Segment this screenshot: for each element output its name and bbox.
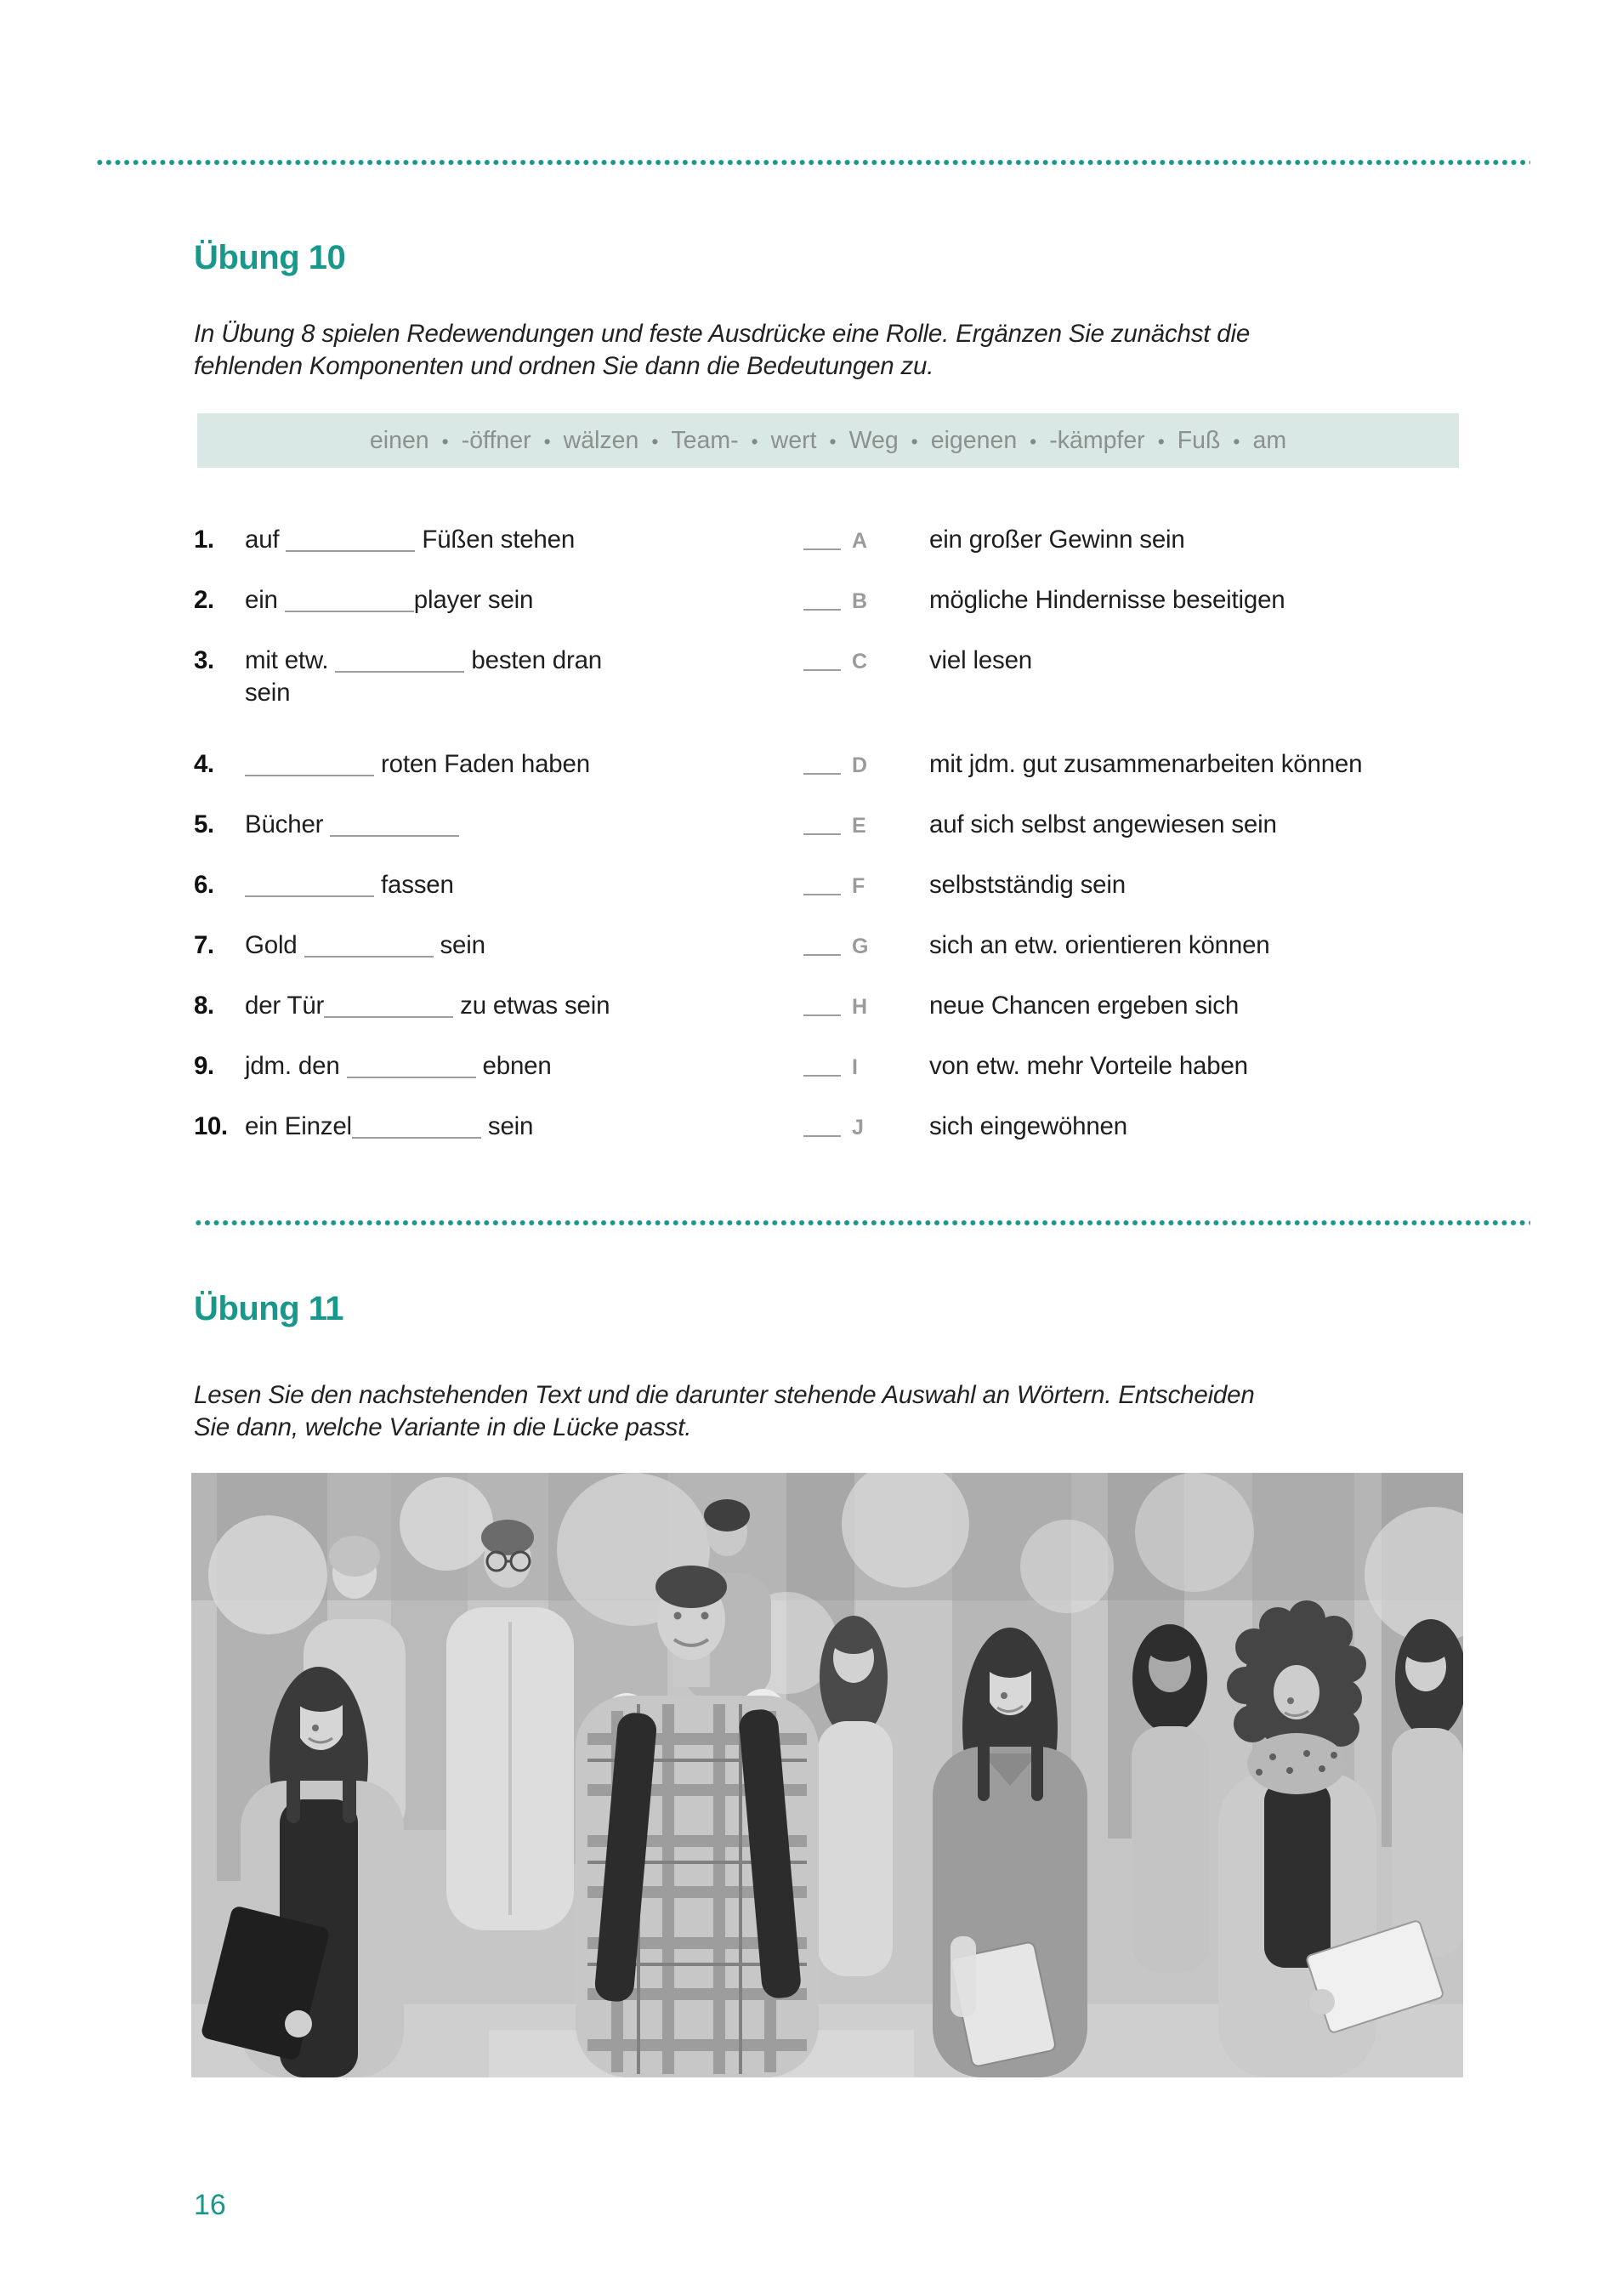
word-bank-word: eigenen	[930, 426, 1018, 454]
match-row-4	[194, 748, 1486, 781]
option-letter: F	[852, 874, 865, 898]
fill-in-blank	[330, 812, 459, 837]
bullet-separator: •	[651, 429, 659, 452]
word-bank	[197, 413, 1459, 468]
fill-in-blank	[285, 588, 414, 612]
match-row-9	[194, 1050, 1486, 1083]
answer-blank	[803, 1115, 841, 1137]
option-letter: E	[852, 814, 866, 838]
phrase-text: jdm. den	[245, 1052, 347, 1080]
person-back-woman	[1132, 1624, 1210, 1973]
item-number: 3.	[194, 646, 214, 674]
phrase-text: ein	[245, 586, 285, 614]
answer-blank	[803, 813, 841, 835]
answer-area	[803, 748, 899, 781]
option-letter: C	[852, 650, 868, 673]
answer-blank	[803, 588, 841, 611]
answer-area	[803, 645, 899, 678]
students-group-photo	[191, 1473, 1463, 2077]
fill-in-blank	[352, 1114, 481, 1139]
match-row-2	[194, 584, 1486, 617]
fill-in-blank	[324, 993, 453, 1018]
match-row-10	[194, 1111, 1486, 1144]
answer-area	[803, 1111, 899, 1144]
bullet-separator: •	[829, 429, 837, 452]
instruction-line: fehlenden Komponenten und ordnen Sie dann die Bedeutungen zu.	[194, 351, 934, 380]
option-text: ein großer Gewinn sein	[929, 526, 1185, 554]
match-row-6	[194, 869, 1486, 902]
phrase-text: zu etwas sein	[453, 992, 610, 1020]
item-phrase	[245, 1111, 803, 1143]
phrase-text: roten Faden haben	[374, 750, 590, 778]
fill-in-blank	[245, 752, 374, 776]
fill-in-blank	[286, 527, 415, 552]
word-bank-word: Fuß	[1177, 426, 1221, 454]
word-bank-word: wert	[770, 426, 817, 454]
phrase-text: sein	[480, 1112, 534, 1140]
bullet-separator: •	[441, 429, 449, 452]
item-phrase	[245, 809, 803, 841]
item-number: 1.	[194, 526, 214, 554]
instruction-line: In Übung 8 spielen Redewendungen und feste Ausdrücke eine Rolle. Ergänzen Sie zunächst die	[194, 319, 1251, 348]
item-phrase	[245, 869, 803, 901]
option-text: mögliche Hindernisse beseitigen	[929, 586, 1285, 614]
option-text: neue Chancen ergeben sich	[929, 992, 1240, 1020]
option-letter: D	[852, 753, 868, 777]
phrase-text: ebnen	[475, 1052, 552, 1080]
option-letter: H	[852, 995, 868, 1019]
option-letter: I	[852, 1055, 858, 1079]
item-number: 9.	[194, 1052, 214, 1080]
option-text: selbstständig sein	[929, 871, 1126, 899]
match-row-1	[194, 524, 1486, 557]
answer-area	[803, 990, 899, 1023]
phrase-text: Gold	[245, 931, 304, 959]
phrase-text: der Tür	[245, 992, 325, 1020]
item-number: 2.	[194, 586, 214, 614]
item-number: 5.	[194, 810, 214, 838]
option-text: mit jdm. gut zusammenarbeiten können	[929, 750, 1363, 778]
phrase-text: Füßen stehen	[415, 526, 576, 554]
word-bank-word: wälzen	[563, 426, 639, 454]
item-phrase	[245, 1050, 803, 1083]
answer-blank	[803, 873, 841, 895]
item-phrase	[245, 748, 803, 781]
item-phrase	[245, 645, 803, 709]
bullet-separator: •	[1157, 429, 1165, 452]
phrase-text: besten dran	[464, 646, 603, 674]
answer-area	[803, 809, 899, 842]
exercise-11-instructions	[194, 1379, 1486, 1444]
person-back-right	[1392, 1619, 1463, 1958]
match-row-8	[194, 990, 1486, 1023]
option-letter: G	[852, 935, 869, 958]
item-phrase	[245, 584, 803, 617]
exercise-11-title: Übung 11	[194, 1290, 344, 1327]
phrase-text-line2: sein	[245, 679, 291, 707]
bullet-separator: •	[751, 429, 758, 452]
instruction-line: Lesen Sie den nachstehenden Text und die darunter stehende Auswahl an Wörtern. Entscheiden	[194, 1380, 1255, 1409]
phrase-text: Bücher	[245, 810, 331, 838]
answer-blank	[803, 1054, 841, 1077]
item-phrase	[245, 929, 803, 962]
answer-area	[803, 1050, 899, 1083]
word-bank-word: einen	[369, 426, 429, 454]
match-row-3	[194, 645, 1486, 709]
exercise-10-title: Übung 10	[194, 239, 346, 276]
item-number: 4.	[194, 750, 214, 778]
phrase-text: mit etw.	[245, 646, 336, 674]
phrase-text: fassen	[374, 871, 454, 899]
word-bank-word: am	[1252, 426, 1287, 454]
answer-blank	[803, 753, 841, 775]
bullet-separator: •	[1233, 429, 1240, 452]
option-text: von etw. mehr Vorteile haben	[929, 1052, 1248, 1080]
option-letter: A	[852, 529, 868, 553]
answer-area	[803, 869, 899, 902]
bullet-separator: •	[1030, 429, 1037, 452]
option-text: sich eingewöhnen	[929, 1112, 1127, 1140]
answer-blank	[803, 934, 841, 956]
instruction-line: Sie dann, welche Variante in die Lücke passt.	[194, 1412, 692, 1441]
word-bank-word: Weg	[848, 426, 899, 454]
answer-area	[803, 524, 899, 557]
fill-in-blank	[347, 1054, 476, 1078]
answer-area	[803, 929, 899, 963]
bullet-separator: •	[911, 429, 918, 452]
answer-blank	[803, 528, 841, 550]
match-row-7	[194, 929, 1486, 963]
matching-exercise	[194, 524, 1486, 1171]
answer-blank	[803, 649, 841, 671]
item-phrase	[245, 990, 803, 1022]
word-bank-word: Team-	[671, 426, 739, 454]
item-number: 8.	[194, 992, 214, 1020]
fill-in-blank	[304, 933, 434, 958]
option-letter: B	[852, 589, 868, 613]
item-number: 10.	[194, 1112, 228, 1140]
bullet-separator: •	[543, 429, 551, 452]
phrase-text: sein	[433, 931, 485, 959]
phrase-text: player sein	[413, 586, 534, 614]
fill-in-blank	[335, 648, 464, 673]
page-number: 16	[194, 2189, 226, 2221]
phrase-text: ein Einzel	[245, 1112, 352, 1140]
phrase-text: auf	[245, 526, 287, 554]
option-text: auf sich selbst angewiesen sein	[929, 810, 1277, 838]
dotted-divider-middle	[194, 1219, 1530, 1226]
item-number: 6.	[194, 871, 214, 899]
answer-blank	[803, 994, 841, 1016]
item-number: 7.	[194, 931, 214, 959]
option-text: viel lesen	[929, 646, 1032, 674]
item-phrase	[245, 524, 803, 556]
person-back-lighttop	[818, 1616, 893, 1976]
word-bank-word: -öffner	[461, 426, 531, 454]
answer-area	[803, 584, 899, 617]
option-text: sich an etw. orientieren können	[929, 931, 1270, 959]
dotted-divider-top	[95, 159, 1530, 166]
word-bank-word: -kämpfer	[1049, 426, 1145, 454]
exercise-10-instructions	[194, 318, 1486, 383]
fill-in-blank	[245, 872, 374, 897]
option-letter: J	[852, 1116, 864, 1139]
match-row-5	[194, 809, 1486, 842]
